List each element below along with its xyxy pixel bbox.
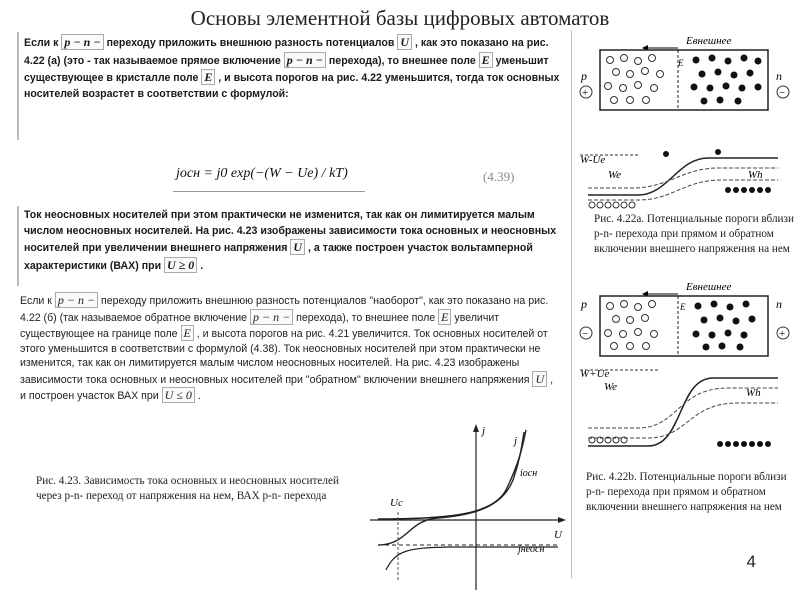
e-vector-symbol: E (201, 69, 215, 85)
u-symbol: U (290, 239, 305, 255)
u-ge-zero-symbol: U ≥ 0 (164, 257, 197, 273)
u-le-zero-symbol: U ≤ 0 (162, 387, 195, 403)
para3-text-4: увеличит существующее на границе поле (20, 311, 500, 340)
para1-text-4: перехода), то внешнее поле (328, 54, 476, 67)
para2-text-3: . (200, 259, 204, 272)
para1-text-3: , как это показано на рис. 4.22 (a) (это - так называемое прямое включение (24, 37, 549, 67)
minus-terminal: − (582, 328, 589, 340)
formula-number: (4.39) (483, 169, 515, 184)
we-label: We (604, 381, 618, 393)
pn-symbol: p − n − (55, 292, 98, 308)
pn-symbol: p − n − (61, 34, 103, 50)
quote-bar (17, 206, 19, 286)
paragraph-3 (20, 292, 555, 404)
caption-fig-4-22a: Рис. 4.22a. Потенциальные пороги вблизи p-n- перехода при прямом и обратном включении внешнего напряжения на нем (594, 213, 794, 255)
x-axis-label: U (554, 529, 562, 541)
p-label: p (581, 69, 587, 83)
barrier-height-label: W+Ue (580, 368, 610, 380)
u-symbol: U (397, 34, 412, 50)
para3-text-3: перехода), то внешнее поле (296, 311, 436, 324)
para3-text-2: переходу приложить внешнюю разность потенциалов "наоборот", как это показано на рис. 4.22 (б) (так называемое обратное включение (20, 295, 549, 324)
pn-symbol: p − n − (250, 309, 293, 325)
e-internal-label: E (680, 302, 686, 312)
vac-curve (378, 432, 524, 545)
jneosn-label: jнеосн (518, 544, 545, 555)
para2-text-1: Ток неосновных носителей при этом практически не изменится, так как он лимитируется малым числом неосновных носителей. На рис. 4.23 изображены зависимости тока основных и неосновных носителей при увеличении внешнего напряжения (24, 209, 557, 254)
plus-terminal: + (582, 87, 589, 99)
e-internal-label: E (678, 58, 684, 68)
para3-text-6: , и построен участок ВАХ при (20, 373, 554, 402)
pn-symbol: p − n − (284, 52, 326, 68)
y-axis-label: j (482, 425, 486, 437)
para3-text-5: , и высота порогов на рис. 4.21 увеличится. Ток основных носителей от этого уменьшится в соответствии с формулой (4.38). Ток неосновных носителей при этом практически не изменится, так как он лимитируется малым числом неосновных носителей. На рис. 4.23 изображены зависимости тока основных и неосновных носителей при "обратном" включении внешнего напряжения (20, 328, 548, 386)
para1-text-1: Если к (24, 37, 59, 49)
iosn-label: iосн (520, 468, 538, 479)
figure-4-23 (368, 420, 568, 595)
e-vector-symbol: E (479, 52, 493, 68)
paragraph-1 (24, 34, 564, 102)
page-title: Основы элементной базы цифровых автоматов (190, 6, 610, 30)
paragraph-2 (24, 208, 564, 274)
para3-text-1: Если к (20, 295, 52, 307)
e-external-label: Eвнешнее (686, 35, 732, 47)
para1-text-6: , и высота порогов на рис. 4.22 уменьшится, тогда ток основных носителей возрастет в соответствии с формулой: (24, 72, 560, 100)
column-divider (571, 30, 572, 578)
wh-label: Wh (748, 169, 763, 181)
e-external-label: Eвнешнее (686, 281, 732, 293)
n-label: n (776, 297, 782, 311)
caption-fig-4-23: Рис. 4.23. Зависимость тока основных и неосновных носителей через p-n- переход от напряжения на нем, ВАХ p-n- перехода (36, 475, 339, 502)
wh-label: Wh (746, 387, 761, 399)
page-number: 4 (746, 552, 756, 571)
we-label: We (608, 169, 622, 181)
uc-label: Uc (390, 497, 403, 509)
j-curve-label: j (514, 435, 518, 447)
n-label: n (776, 69, 782, 83)
plus-terminal: + (779, 328, 786, 340)
figure-4-22b (578, 278, 793, 460)
quote-bar (17, 32, 19, 140)
barrier-height-label: W-Ue (580, 154, 606, 166)
minus-terminal: − (779, 87, 786, 99)
figure-4-22a (578, 30, 793, 210)
p-label: p (581, 297, 587, 311)
e-vector-symbol: E (181, 325, 194, 341)
para1-text-5: уменьшит существующее в кристалле поле (24, 54, 549, 84)
caption-fig-4-22b: Рис. 4.22b. Потенциальные пороги вблизи p-n- перехода при прямом и обратном включении внешнего напряжения на нем (586, 471, 787, 513)
para3-text-7: . (197, 390, 201, 402)
para1-text-2: переходу приложить внешнюю разность потенциалов (106, 37, 395, 49)
u-symbol: U (532, 371, 547, 387)
e-vector-symbol: E (438, 309, 451, 325)
formula: jосн = j0 exp(−(W − Ue) / kT) (176, 166, 348, 181)
para2-text-2: , а также построен участок вольтамперной характеристики (ВАХ) при (24, 242, 533, 272)
